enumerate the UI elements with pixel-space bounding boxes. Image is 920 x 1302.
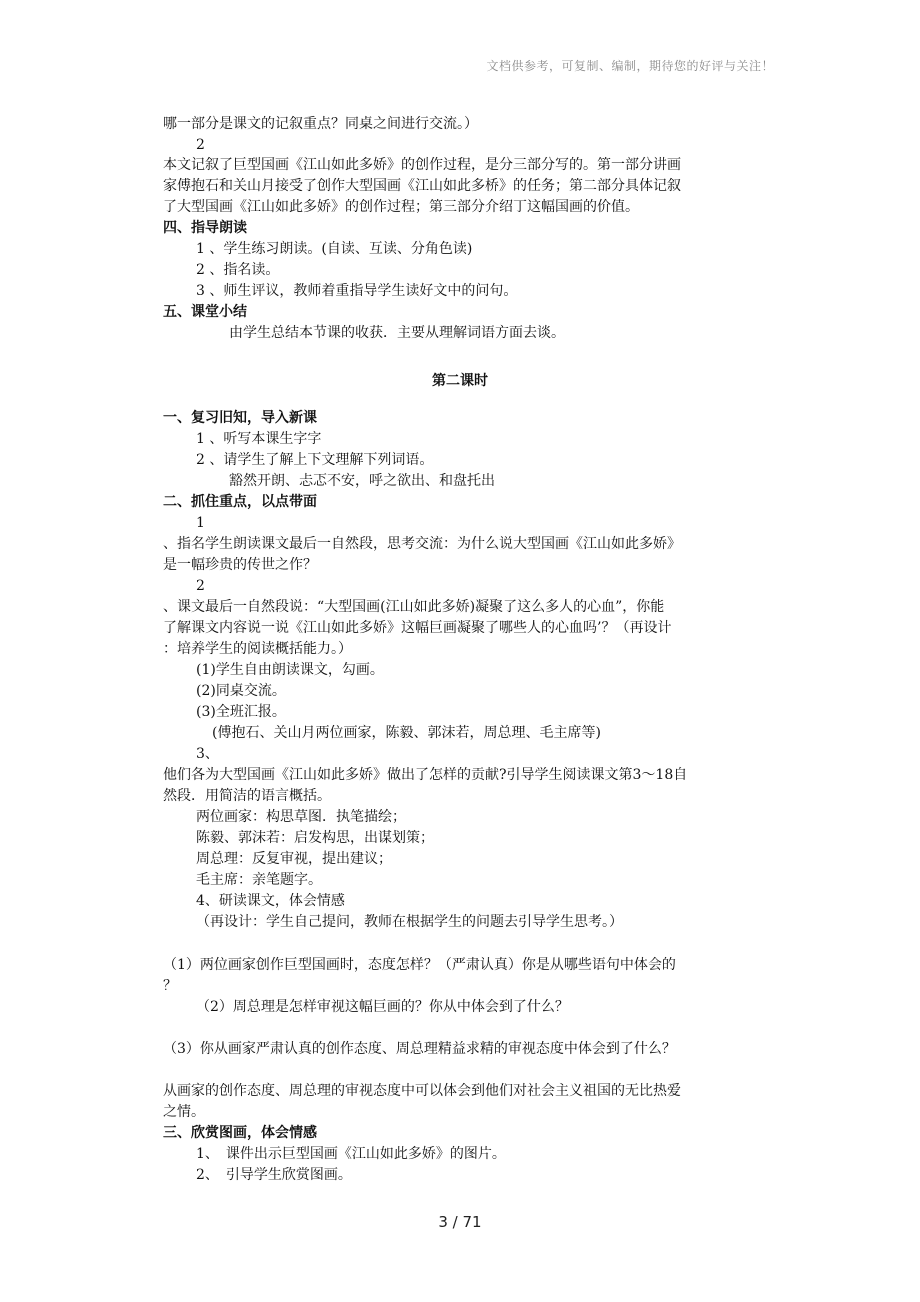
text-line: (1)学生自由朗读课文，勾画。 xyxy=(196,662,384,678)
text-line: ：培养学生的阅读概括能力。） xyxy=(163,641,352,657)
text-line: 4、研读课文，体会情感 xyxy=(196,893,345,909)
text-line: 是一幅珍贵的传世之作？ xyxy=(163,557,317,573)
text-line: 然段．用简洁的语言概括。 xyxy=(163,788,331,804)
text-line: 、课文最后一自然段说：“大型国画(江山如此多娇)凝聚了这么多人的心血”，你能 xyxy=(163,599,665,615)
text-line: (3)全班汇报。 xyxy=(196,704,286,720)
text-line: 2、 引导学生欣赏图画。 xyxy=(196,1167,352,1183)
text-line: 2 、指名读。 xyxy=(196,262,280,278)
text-line: 2 xyxy=(196,578,205,594)
text-line: 本文记叙了巨型国画《江山如此多娇》的创作过程，是分三部分写的。第一部分讲画 xyxy=(163,157,681,173)
text-line: (傅抱石、关山月两位画家，陈毅、郭沫若，周总理、毛主席等) xyxy=(212,725,601,741)
section-heading: 三、欣赏图画，体会情感 xyxy=(163,1125,317,1141)
text-line: 3 、师生评议，教师着重指导学生读好文中的问句。 xyxy=(196,283,518,299)
text-line: 毛主席：亲笔题字。 xyxy=(196,872,322,888)
text-line: 哪一部分是课文的记叙重点？同桌之间进行交流。） xyxy=(163,116,478,132)
text-line: 他们各为大型国画《江山如此多娇》做出了怎样的贡献?引导学生阅读课文第3～18自 xyxy=(163,767,688,783)
text-line: 家傅抱石和关山月接受了创作大型国画《江山如此多桥》的任务；第二部分具体记叙 xyxy=(163,178,681,194)
text-line: 了解课文内容说一说《江山如此多娇》这幅巨画凝聚了哪些人的心血吗’？（再设计 xyxy=(163,620,672,636)
text-line: （再设计：学生自己提问，教师在根据学生的问题去引导学生思考。） xyxy=(196,914,623,930)
text-line: 豁然开朗、忐忑不安，呼之欲出、和盘托出 xyxy=(229,473,495,489)
text-line: 1 xyxy=(196,515,205,531)
text-line: 1 、学生练习朗读。(自读、互读、分角色读) xyxy=(196,241,473,257)
text-line: 由学生总结本节课的收获．主要从理解词语方面去谈。 xyxy=(229,325,565,341)
text-line: 3、 xyxy=(196,746,219,762)
text-line: 之情。 xyxy=(163,1104,205,1120)
page-number: 3 / 71 xyxy=(438,1213,482,1231)
text-line: 从画家的创作态度、周总理的审视态度中可以体会到他们对社会主义祖国的无比热爱 xyxy=(163,1083,681,1099)
text-line: （2）周总理是怎样审视这幅巨画的？你从中体会到了什么？ xyxy=(196,999,569,1015)
lesson-title: 第二课时 xyxy=(432,373,488,389)
section-heading: 二、抓住重点，以点带面 xyxy=(163,494,317,510)
text-line: 1、 课件出示巨型国画《江山如此多娇》的图片。 xyxy=(196,1146,506,1162)
section-heading: 一、复习旧知，导入新课 xyxy=(163,410,317,426)
text-line: 2 xyxy=(196,137,205,153)
text-line: 1 、听写本课生字字 xyxy=(196,431,322,447)
text-line: 了大型国画《江山如此多娇》的创作过程；第三部分介绍丁这幅国画的价值。 xyxy=(163,199,639,215)
text-line: 、指名学生朗读课文最后一自然段，思考交流：为什么说大型国画《江山如此多娇》 xyxy=(163,536,681,552)
header-note: 文档供参考，可复制、编制，期待您的好评与关注！ xyxy=(486,59,774,73)
text-line: (2)同桌交流。 xyxy=(196,683,286,699)
section-heading: 四、指导朗读 xyxy=(163,220,247,236)
text-line: （1）两位画家创作巨型国画时，态度怎样？（严肃认真）你是从哪些语句中体会的 xyxy=(163,957,676,973)
text-line: ？ xyxy=(163,978,177,994)
text-line: 2 、请学生了解上下文理解下列词语。 xyxy=(196,452,434,468)
text-line: （3）你从画家严肃认真的创作态度、周总理精益求精的审视态度中体会到了什么？ xyxy=(163,1041,676,1057)
text-line: 陈毅、郭沫若：启发构思，出谋划策； xyxy=(196,830,434,846)
section-heading: 五、课堂小结 xyxy=(163,304,247,320)
text-line: 周总理：反复审视，提出建议； xyxy=(196,851,392,867)
text-line: 两位画家：构思草图．执笔描绘； xyxy=(196,809,406,825)
